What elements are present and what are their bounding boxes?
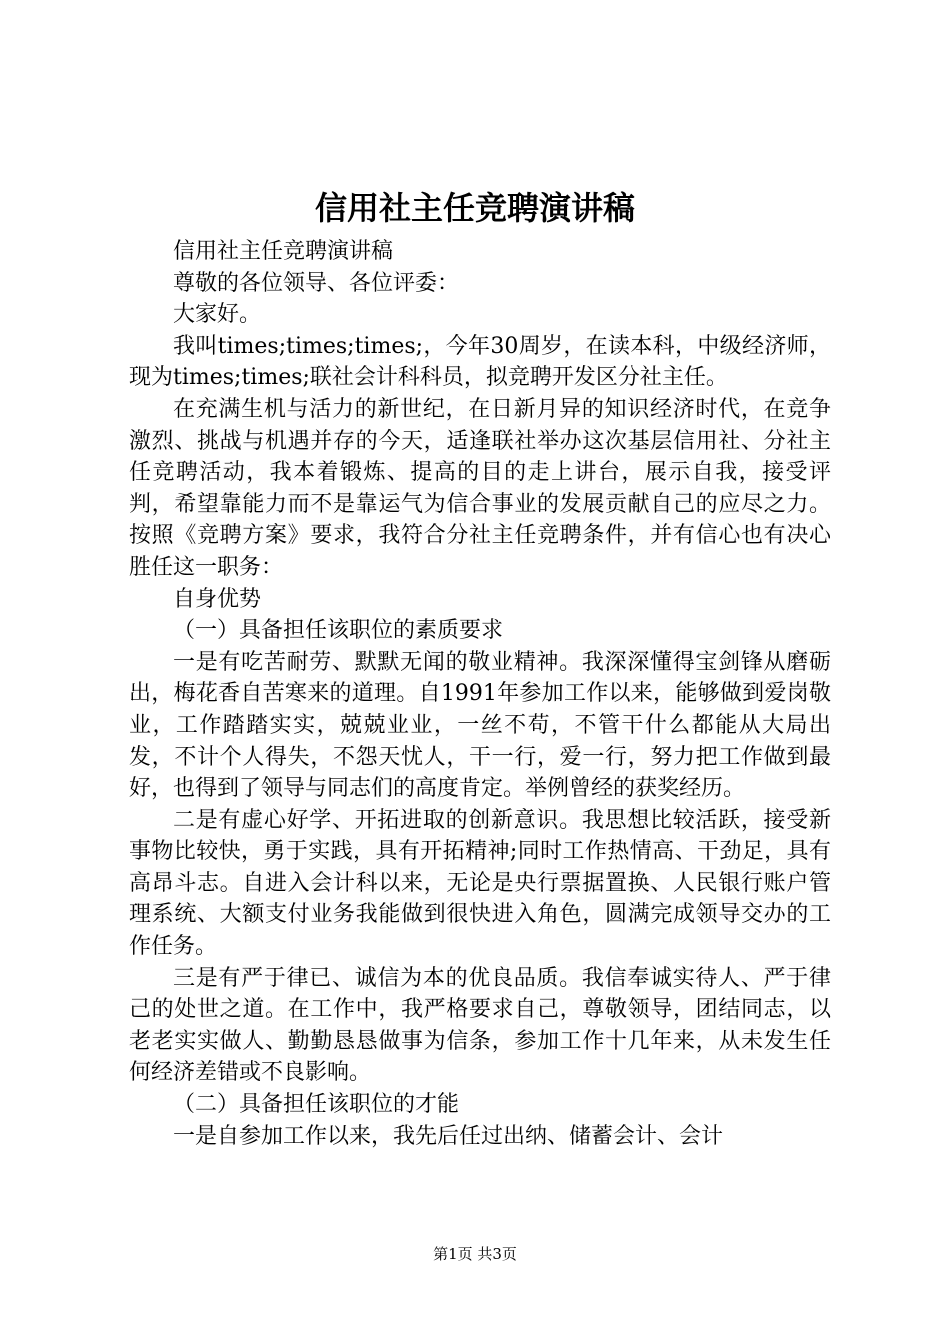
paragraph-point-one: 一是有吃苦耐劳、默默无闻的敬业精神。我深深懂得宝剑锋从磨砺出，梅花香自苦寒来的道理。自1991年参加工作以来，能够做到爱岗敬业，工作踏踏实实，兢兢业业，一丝不苟，不管干什么都能从大局出发，不计个人得失，不怨天忧人，干一行，爱一行，努力把工作做到最好，也得到了领导与同志们的高度肯定。举例曾经的获奖经历。 — [129, 649, 831, 802]
document-body — [129, 236, 831, 1152]
paragraph-point-two: 二是有虚心好学、开拓进取的创新意识。我思想比较活跃，接受新事物比较快，勇于实践，具有开拓精神;同时工作热情高、干劲足，具有高昂斗志。自进入会计科以来，无论是央行票据置换、人民银行账户管理系统、大额支付业务我能做到很快进入角色，圆满完成领导交办的工作任务。 — [129, 807, 831, 960]
paragraph-heading-repeat: 信用社主任竞聘演讲稿 — [173, 239, 394, 264]
subsection-heading-ability: （二）具备担任该职位的才能 — [173, 1092, 460, 1118]
paragraph-introduction: 我叫times;times;times;，今年30周岁，在读本科，中级经济师，现为times;times;联社会计科科员，拟竞聘开发区分社主任。 — [129, 333, 831, 391]
paragraph-salutation: 尊敬的各位领导、各位评委： — [173, 270, 460, 296]
paragraph-motivation: 在充满生机与活力的新世纪，在日新月异的知识经济时代，在竞争激烈、挑战与机遇并存的今天，适逢联社举办这次基层信用社、分社主任竞聘活动，我本着锻炼、提高的目的走上讲台，展示自我，接受评判，希望靠能力而不是靠运气为信合事业的发展贡献自己的应尽之力。按照《竞聘方案》要求，我符合分社主任竞聘条件，并有信心也有决心胜任这一职务： — [129, 396, 831, 580]
section-heading-advantages: 自身优势 — [173, 586, 262, 612]
subsection-heading-quality: （一）具备担任该职位的素质要求 — [173, 618, 504, 644]
paragraph-point-three: 三是有严于律已、诚信为本的优良品质。我信奉诚实待人、严于律己的处世之道。在工作中，我严格要求自己，尊敬领导，团结同志，以老老实实做人、勤勤恳恳做事为信条，参加工作十几年来，从未发生任何经济差错或不良影响。 — [129, 965, 831, 1086]
page-number-footer: 第1页 共3页 — [433, 1245, 517, 1263]
paragraph-greeting: 大家好。 — [173, 302, 262, 328]
paragraph-ability-one: 一是自参加工作以来，我先后任过出纳、储蓄会计、会计 — [173, 1123, 724, 1149]
document-title: 信用社主任竞聘演讲稿 — [314, 189, 635, 227]
